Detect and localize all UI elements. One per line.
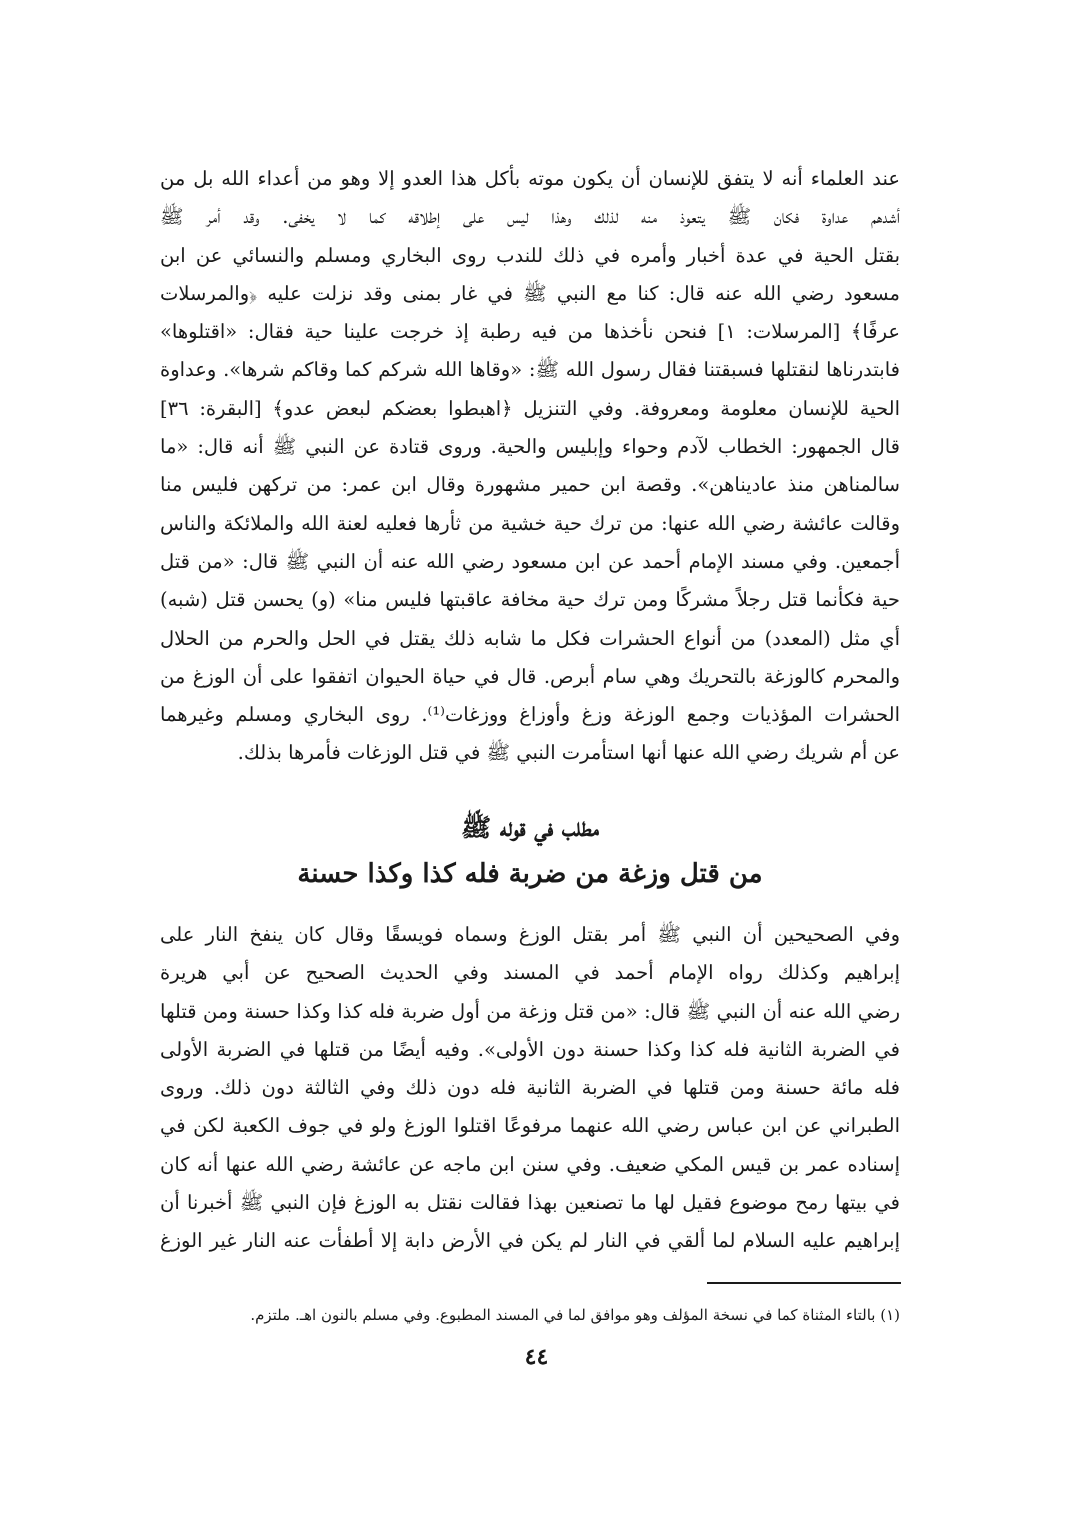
paragraph-section-text xyxy=(160,916,900,1261)
text-line: رضي الله عنه أن النبي ﷺ قال: «من قتل وزغة من أول ضربة فله كذا وكذا حسنة ومن قتلها xyxy=(160,999,900,1023)
text-line: إسناده عمر بن قيس المكي ضعيف. وفي سنن ابن ماجه عن عائشة رضي الله عنها أنه كان xyxy=(160,1152,900,1176)
text-line: أجمعين. وفي مسند الإمام أحمد عن ابن مسعود رضي الله عنه أن النبي ﷺ قال: «من قتل xyxy=(160,549,900,573)
text-line: عند العلماء أنه لا يتفق للإنسان أن يكون موته بأكل هذا العدو إلا وهو من أعداء الله بل من xyxy=(160,167,900,190)
text-line: وفي الصحيحين أن النبي ﷺ أمر بقتل الوزغ وسماه فويسقًا وقال كان ينفخ النار على xyxy=(160,923,900,946)
text-line: فابتدرناها لنقتلها فسبقتنا فقال رسول الله ﷺ: «وقاها الله شركم كما وقاكم شرها». وعداوة xyxy=(160,358,900,382)
text-line: حية فكأنما قتل رجلاً مشركًا ومن ترك حية مخافة عاقبتها فليس منا» (و) يحسن قتل (شبه) xyxy=(160,588,900,612)
text-line: وقالت عائشة رضي الله عنها: من ترك حية خشية من ثأرها فعليه لعنة الله والملائكة والناس xyxy=(160,511,900,535)
text-line: في الضربة الثانية فله كذا وكذا حسنة دون الأولى». وفيه أيضًا من قتلها في الضربة الأولى xyxy=(160,1037,900,1061)
text-line: في بيتها رمح موضوع فقيل لها ما تصنعين بهذا فقالت نقتل به الوزغ فإن النبي ﷺ أخبرنا أن xyxy=(160,1191,900,1215)
text-line: أي مثل (المعدد) من أنواع الحشرات فكل ما شابه ذلك يقتل في الحل والحرم من الحلال xyxy=(160,626,900,650)
text-line: إبراهيم عليه السلام لما ألقي في النار لم يكن في الأرض دابة إلا أطفأت عنه النار غير الوزغ xyxy=(160,1229,900,1253)
text-line: مسعود رضي الله عنه قال: كنا مع النبي ﷺ في غار بمنى وقد نزلت عليه ﴿والمرسلات xyxy=(160,281,900,305)
footnote: (١) بالتاء المثناة كما في نسخة المؤلف وهو موافق لما في المسند المطبوع. وفي مسلم بالنون اهـ. ملتزم. xyxy=(250,1306,900,1324)
text-line: أشدهم عداوة فكان ﷺ يتعوذ منه لذلك وهذا ليس على إطلاقه كما لا يخفى. وقد أمر ﷺ xyxy=(160,205,900,229)
text-line: سالمناهن منذ عاديناهن». وقصة ابن حمير مشهورة وقال ابن عمر: من تركهن فليس منا xyxy=(160,473,900,497)
page-number: ٤٤ xyxy=(524,1344,549,1370)
text-line: عرفًا﴾ [المرسلات: ١] فنحن نأخذها من فيه رطبة إذ خرجت علينا حية فقال: «اقتلوها» xyxy=(160,320,900,344)
section-heading-line-1: مطلب في قوله ﷺ xyxy=(461,813,599,842)
text-line: إبراهيم وكذلك رواه الإمام أحمد في المسند وفي الحديث الصحيح عن أبي هريرة xyxy=(160,961,900,985)
paragraph-main-text xyxy=(160,160,900,773)
text-line: الطبراني عن ابن عباس رضي الله عنهما مرفوعًا اقتلوا الوزغ ولو في جوف الكعبة لكن في xyxy=(160,1114,900,1138)
footnote-separator xyxy=(707,1282,901,1284)
text-line: بقتل الحية في عدة أخبار وأمره في ذلك للندب روى البخاري ومسلم والنسائي عن ابن xyxy=(160,243,900,267)
text-line: والمحرم كالوزغة بالتحريك وهي سام أبرص. قال في حياة الحيوان اتفقوا على أن الوزغ من xyxy=(160,664,900,688)
section-heading-line-2: من قتل وزغة من ضربة فله كذا وكذا حسنة xyxy=(297,859,763,889)
text-line: الحية للإنسان معلومة ومعروفة. وفي التنزيل ﴿اهبطوا بعضكم لبعض عدو﴾ [البقرة: ٣٦] xyxy=(160,396,900,420)
text-line: قال الجمهور: الخطاب لآدم وحواء وإبليس والحية. وروى قتادة عن النبي ﷺ أنه قال: «ما xyxy=(160,435,900,459)
text-line: فله مائة حسنة ومن قتلها في الضربة الثانية فله دون ذلك وفي الثالثة دون ذلك. وروى xyxy=(160,1076,900,1100)
text-line: عن أم شريك رضي الله عنها أنها استأمرت النبي ﷺ في قتل الوزغات فأمرها بذلك. xyxy=(237,741,900,765)
text-line: الحشرات المؤذيات وجمع الوزغة وزغ وأوزاغ ووزغات⁽¹⁾. روى البخاري ومسلم وغيرهما xyxy=(160,703,900,727)
